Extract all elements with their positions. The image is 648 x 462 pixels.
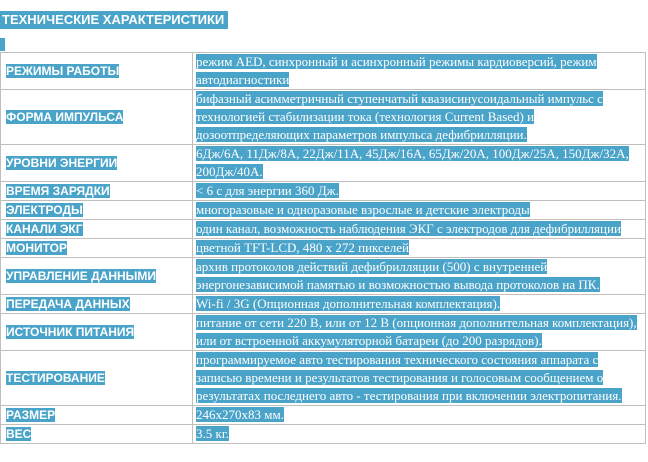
row-value-cell (193, 351, 646, 406)
row-value: 6Дж/6А, 11Дж/8А, 22Дж/11А, 45Дж/16А, 65Дж/20А, 100Дж/25А, 150Дж/32А, 200Дж/40А. (196, 146, 629, 179)
row-value: 246x270x83 мм. (196, 407, 284, 422)
row-key: РЕЖИМЫ РАБОТЫ (6, 64, 120, 78)
row-value: один канал, возможность наблюдения ЭКГ с электродов для дефибрилляции (196, 221, 621, 236)
row-key-cell (1, 351, 193, 406)
row-key: ИСТОЧНИК ПИТАНИЯ (6, 325, 135, 339)
table-row (1, 90, 646, 145)
row-key: ТЕСТИРОВАНИЕ (6, 371, 105, 385)
row-key-cell (1, 314, 193, 351)
row-value: бифазный асимметричный ступенчатый квазисинусоидальный импульс с технологией стабилизации тока (технология Current Based) и дозоотпределяющих параметров импульса дефибрилляции. (196, 91, 603, 142)
row-key: ЭЛЕКТРОДЫ (6, 203, 83, 217)
row-key: ПЕРЕДАЧА ДАННЫХ (6, 297, 130, 311)
table-row (1, 258, 646, 295)
specs-table (0, 52, 646, 444)
table-row (1, 145, 646, 182)
row-key-cell (1, 425, 193, 444)
row-key: ВРЕМЯ ЗАРЯДКИ (6, 184, 110, 198)
row-value-cell (193, 406, 646, 425)
row-key-cell (1, 406, 193, 425)
row-key: РАЗМЕР (6, 408, 56, 422)
row-value: цветной TFT-LCD, 480 x 272 пикселей (196, 240, 409, 255)
row-value: 3.5 кг. (196, 426, 229, 441)
row-key-cell (1, 258, 193, 295)
row-key-cell (1, 53, 193, 90)
row-key-cell (1, 182, 193, 201)
row-key: ВЕС (6, 427, 32, 441)
row-value: архив протоколов действий дефибрилляции (500) с внутренней энергонезависимой памятью и возможностью вывода протоколов на ПК. (196, 259, 600, 292)
table-row (1, 201, 646, 220)
table-row (1, 239, 646, 258)
row-key-cell (1, 220, 193, 239)
table-row (1, 53, 646, 90)
row-value: программируемое авто тестирования технического состояния аппарата с записью времени и результатов тестирования и голосовым сообщением о результатах последнего авто - тестирования при включении электропитания. (196, 352, 622, 403)
row-value-cell (193, 145, 646, 182)
page-title: ТЕХНИЧЕСКИЕ ХАРАКТЕРИСТИКИ (0, 11, 228, 29)
row-value: Wi-fi / 3G (Опционная дополнительная комплектация). (196, 296, 501, 311)
row-key: КАНАЛИ ЭКГ (6, 222, 83, 236)
row-value-cell (193, 258, 646, 295)
table-row (1, 295, 646, 314)
row-value-cell (193, 182, 646, 201)
row-key: УРОВНИ ЭНЕРГИИ (6, 156, 118, 170)
table-row (1, 314, 646, 351)
table-row (1, 406, 646, 425)
row-value-cell (193, 239, 646, 258)
row-value-cell (193, 90, 646, 145)
table-row (1, 351, 646, 406)
row-key: УПРАВЛЕНИЕ ДАННЫМИ (6, 269, 157, 283)
row-value-cell (193, 53, 646, 90)
row-key-cell (1, 145, 193, 182)
row-key: ФОРМА ИМПУЛЬСА (6, 110, 124, 124)
table-row (1, 182, 646, 201)
row-value: режим AED, синхронный и асинхронный режимы кардиоверсий, режим автодиагностики (196, 54, 597, 87)
row-value-cell (193, 425, 646, 444)
row-key-cell (1, 201, 193, 220)
paragraph-marker (0, 38, 5, 51)
row-key: МОНИТОР (6, 241, 67, 255)
table-row (1, 425, 646, 444)
table-row (1, 220, 646, 239)
row-value-cell (193, 220, 646, 239)
row-value-cell (193, 295, 646, 314)
row-key-cell (1, 90, 193, 145)
row-key-cell (1, 239, 193, 258)
row-value: многоразовые и одноразовые взрослые и детские электроды (196, 202, 530, 217)
row-value: питание от сети 220 В, или от 12 В (опционная дополнительная комплектация), или от встроенной аккумуляторной батареи (до 200 разрядов). (196, 315, 637, 348)
row-value: < 6 с для энергии 360 Дж. (196, 183, 339, 198)
row-key-cell (1, 295, 193, 314)
row-value-cell (193, 314, 646, 351)
row-value-cell (193, 201, 646, 220)
